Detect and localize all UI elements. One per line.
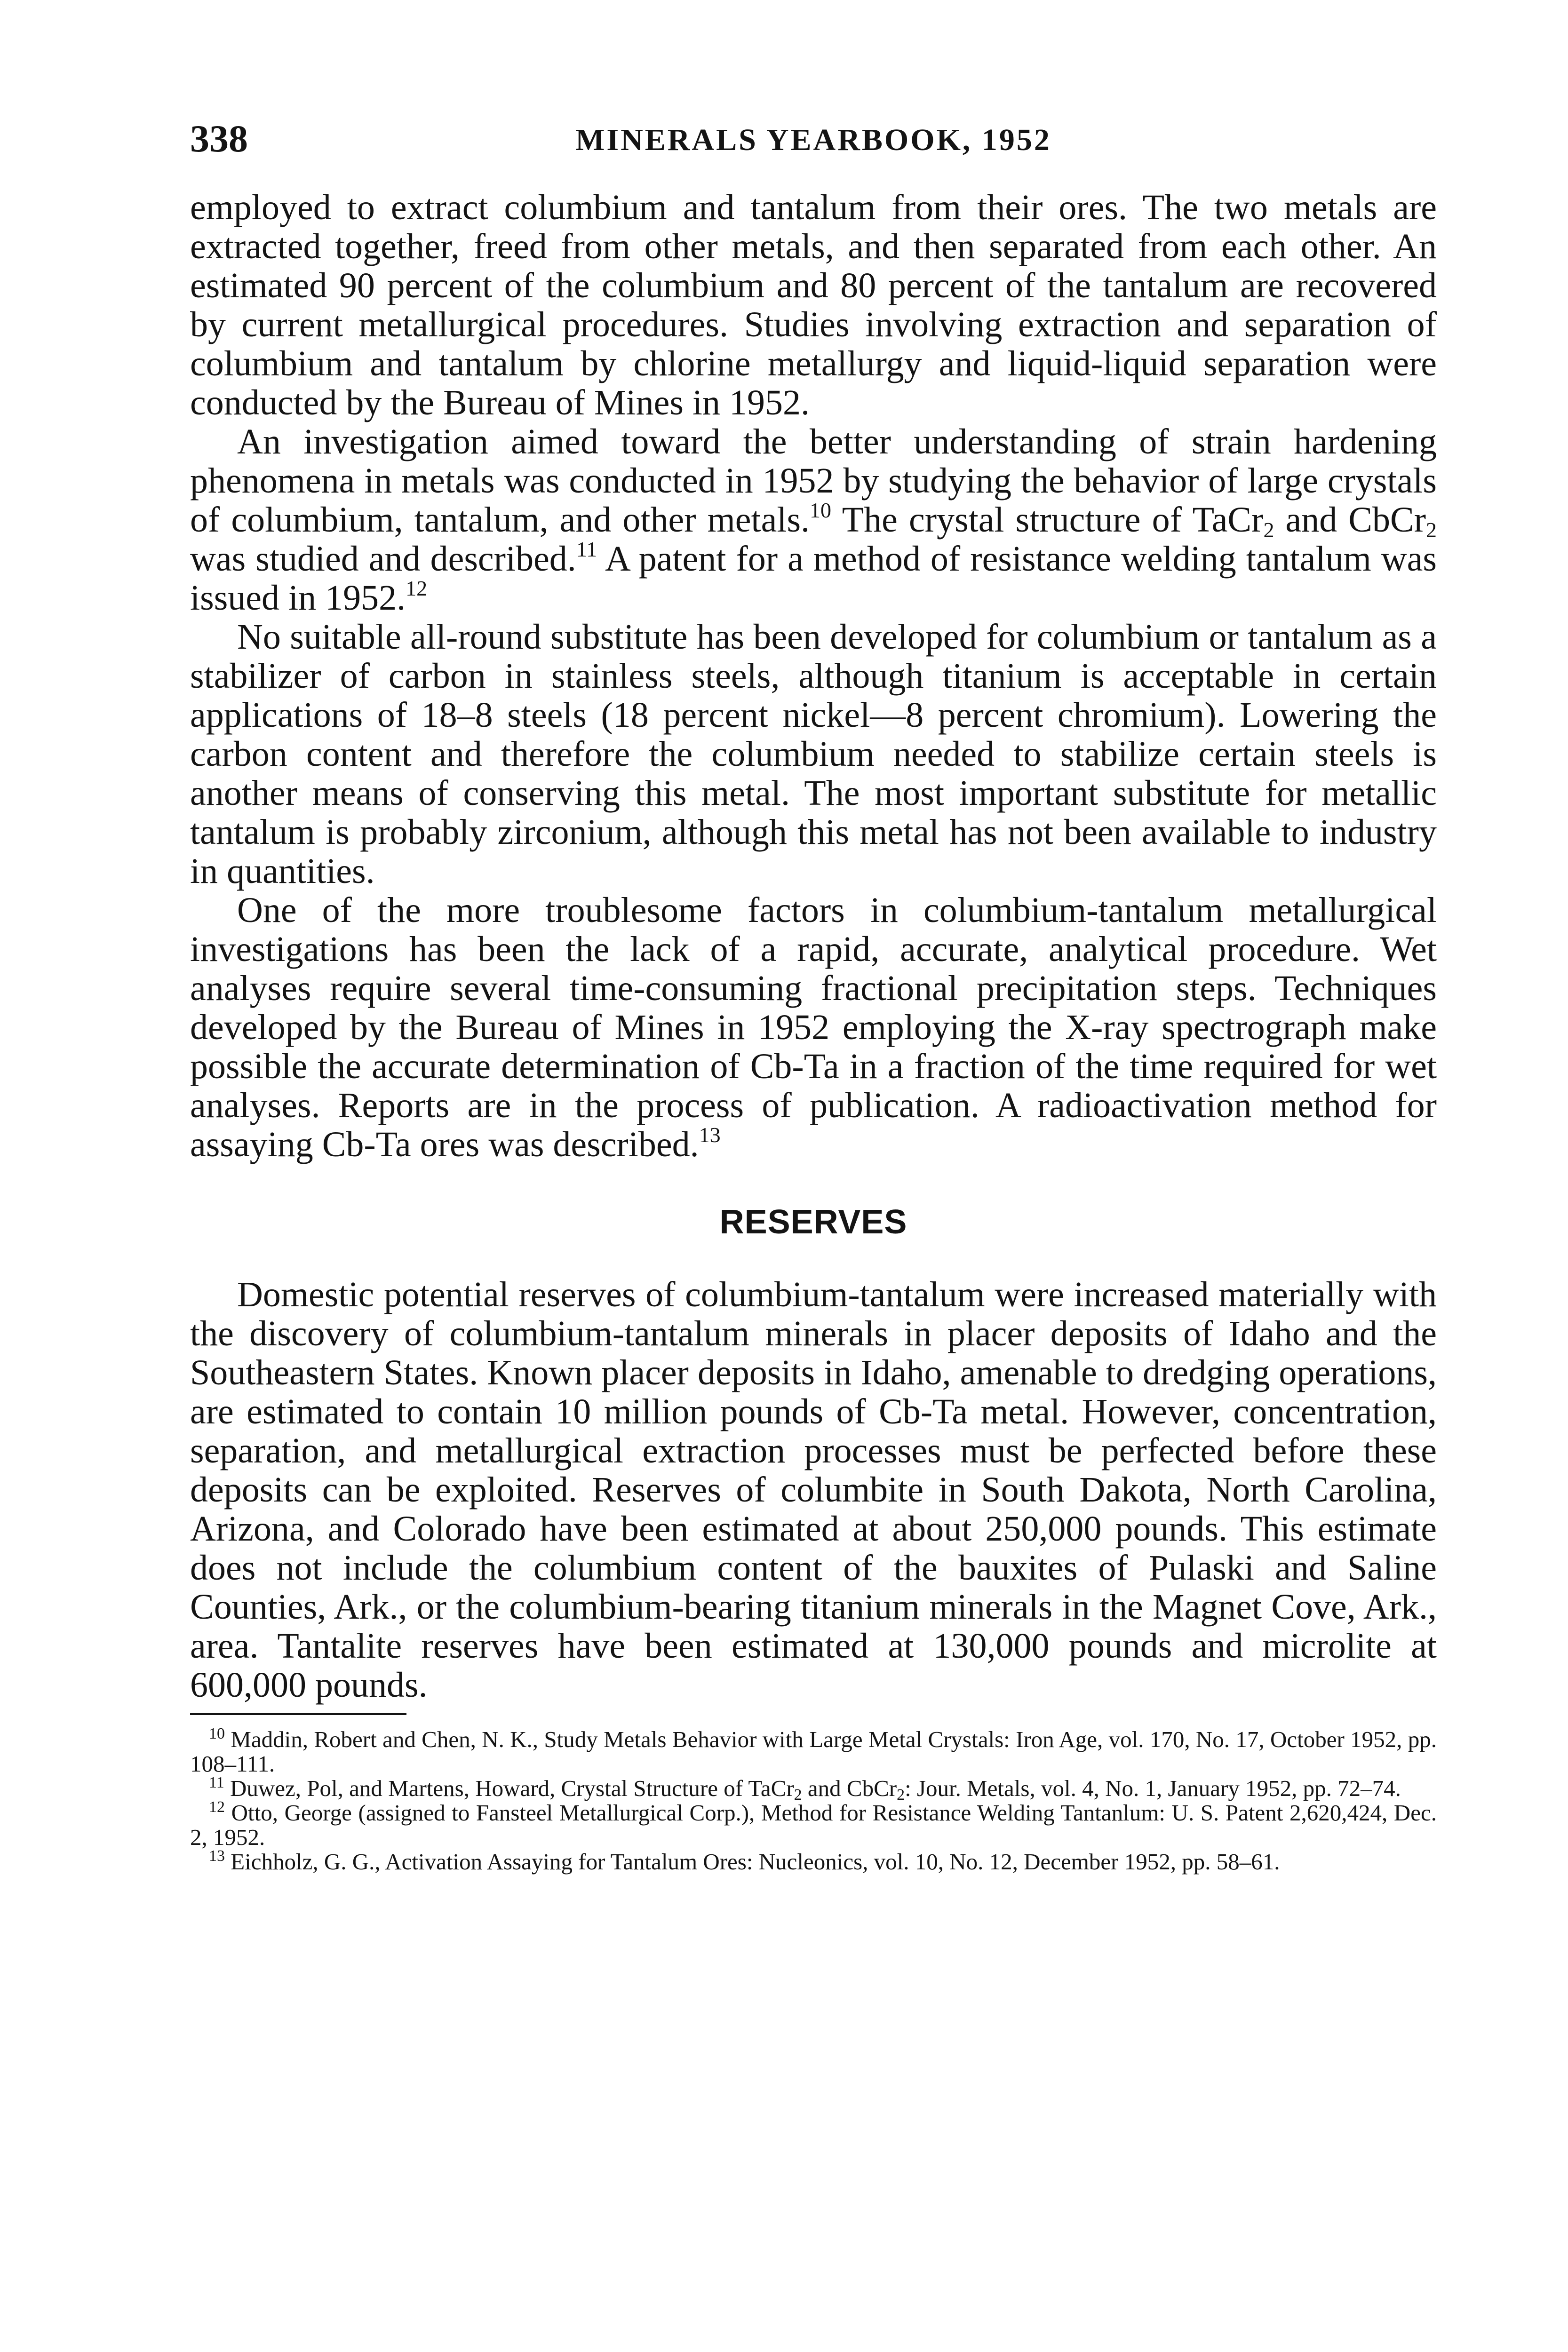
footnote-10: [190, 1727, 1437, 1776]
paragraph-reserves: [190, 1275, 1437, 1705]
footnote-ref-10[interactable]: 10: [810, 498, 832, 522]
footnote-text: Otto, George (assigned to Fansteel Metallurgical Corp.), Method for Resistance Welding Tantanlum: U. S. Patent 2,620,424, Dec. 2, 1952.: [190, 1800, 1437, 1850]
footnote-number: 11: [209, 1774, 224, 1791]
footnote-13: [190, 1847, 1437, 1875]
page-number: 338: [190, 117, 248, 160]
footnote-divider: [190, 1713, 406, 1715]
footnote-11: [190, 1774, 1437, 1804]
footnote-text: : Jour. Metals, vol. 4, No. 1, January 1952, pp. 72–74.: [905, 1775, 1401, 1801]
footnote-12: [190, 1798, 1437, 1850]
paragraph-text: No suitable all-round substitute has been developed for columbium or tantalum as a stabilizer of carbon in stainless steels, although titanium is acceptable in certain applications of 18–8 steels (18 percent nickel—8 percent chromium). Lowering the carbon content and therefore the columbium needed to stabilize certain steels is another means of conserving this metal. The most important substitute for metallic tantalum is probably zirconium, although this metal has not been available to industry in quantities.: [190, 617, 1437, 891]
paragraph-extraction: [190, 188, 1437, 422]
paragraph-strain-hardening: [190, 422, 1437, 618]
footnote-text: Maddin, Robert and Chen, N. K., Study Metals Behavior with Large Metal Crystals: Iron Age, vol. 170, No. 17, October 1952, pp. 108–111.: [190, 1726, 1437, 1777]
subscript: 2: [1263, 518, 1274, 542]
paragraph-text: One of the more troublesome factors in columbium-tantalum metallurgical investigations has been the lack of a rapid, accurate, analytical procedure. Wet analyses require several time-consuming fractional precipitation steps. Techniques developed by the Bureau of Mines in 1952 employing the X-ray spectrograph make possible the accurate determination of Cb-Ta in a fraction of the time required for wet analyses. Reports are in the process of publication. A radioactivation method for assaying Cb-Ta ores was described.: [190, 890, 1437, 1164]
paragraph-text: An investigation aimed toward the better understanding of strain hardening phenomena in metals was conducted in 1952 by studying the behavior of large crystals of columbium, tantalum, and other metals.: [190, 422, 1437, 540]
running-title: MINERALS YEARBOOK, 1952: [575, 123, 1051, 157]
footnote-ref-11[interactable]: 11: [576, 537, 597, 561]
paragraph-text: The crystal structure of TaCr: [831, 500, 1264, 540]
paragraph-text: was studied and described.: [190, 539, 576, 579]
footnote-number: 13: [209, 1847, 225, 1865]
footnotes: [190, 1727, 1437, 1874]
subscript: 2: [794, 1786, 802, 1804]
footnote-text: Duwez, Pol, and Martens, Howard, Crystal Structure of TaCr: [230, 1775, 794, 1801]
section-heading: RESERVES: [719, 1203, 907, 1241]
footnote-number: 10: [209, 1725, 225, 1742]
footnote-text: and CbCr: [802, 1775, 897, 1801]
footnote-ref-13[interactable]: 13: [699, 1123, 721, 1147]
page: [190, 118, 1437, 1874]
footnote-ref-12[interactable]: 12: [406, 576, 428, 600]
running-head: [190, 118, 1437, 160]
paragraph-text: A patent for a method of resistance welding tantalum was issued in 1952.: [190, 539, 1437, 618]
footnote-number: 12: [209, 1798, 225, 1816]
paragraph-text: and CbCr: [1274, 500, 1426, 540]
subscript: 2: [897, 1786, 905, 1804]
subscript: 2: [1426, 518, 1437, 542]
paragraph-substitutes: [190, 618, 1437, 891]
paragraph-text: employed to extract columbium and tantalum from their ores. The two metals are extracted together, freed from other metals, and then separated from each other. An estimated 90 percent of the columbium and 80 percent of the tantalum are recovered by current metallurgical procedures. Studies involving extraction and separation of columbium and tantalum by chlorine metallurgy and liquid-liquid separation were conducted by the Bureau of Mines in 1952.: [190, 188, 1437, 422]
paragraph-text: Domestic potential reserves of columbium-tantalum were increased materially with the discovery of columbium-tantalum minerals in placer deposits of Idaho and the Southeastern States. Known placer deposits in Idaho, amenable to dredging operations, are estimated to contain 10 million pounds of Cb-Ta metal. However, concentration, separation, and metallurgical extraction processes must be perfected before these deposits can be exploited. Reserves of columbite in South Dakota, North Carolina, Arizona, and Colorado have been estimated at about 250,000 pounds. This estimate does not include the columbium content of the bauxites of Pulaski and Saline Counties, Ark., or the columbium-bearing titanium minerals in the Magnet Cove, Ark., area. Tantalite reserves have been estimated at 130,000 pounds and microlite at 600,000 pounds.: [190, 1275, 1437, 1705]
footnote-text: Eichholz, G. G., Activation Assaying for Tantalum Ores: Nucleonics, vol. 10, No. 12, December 1952, pp. 58–61.: [231, 1849, 1280, 1875]
paragraph-analytical: [190, 891, 1437, 1164]
